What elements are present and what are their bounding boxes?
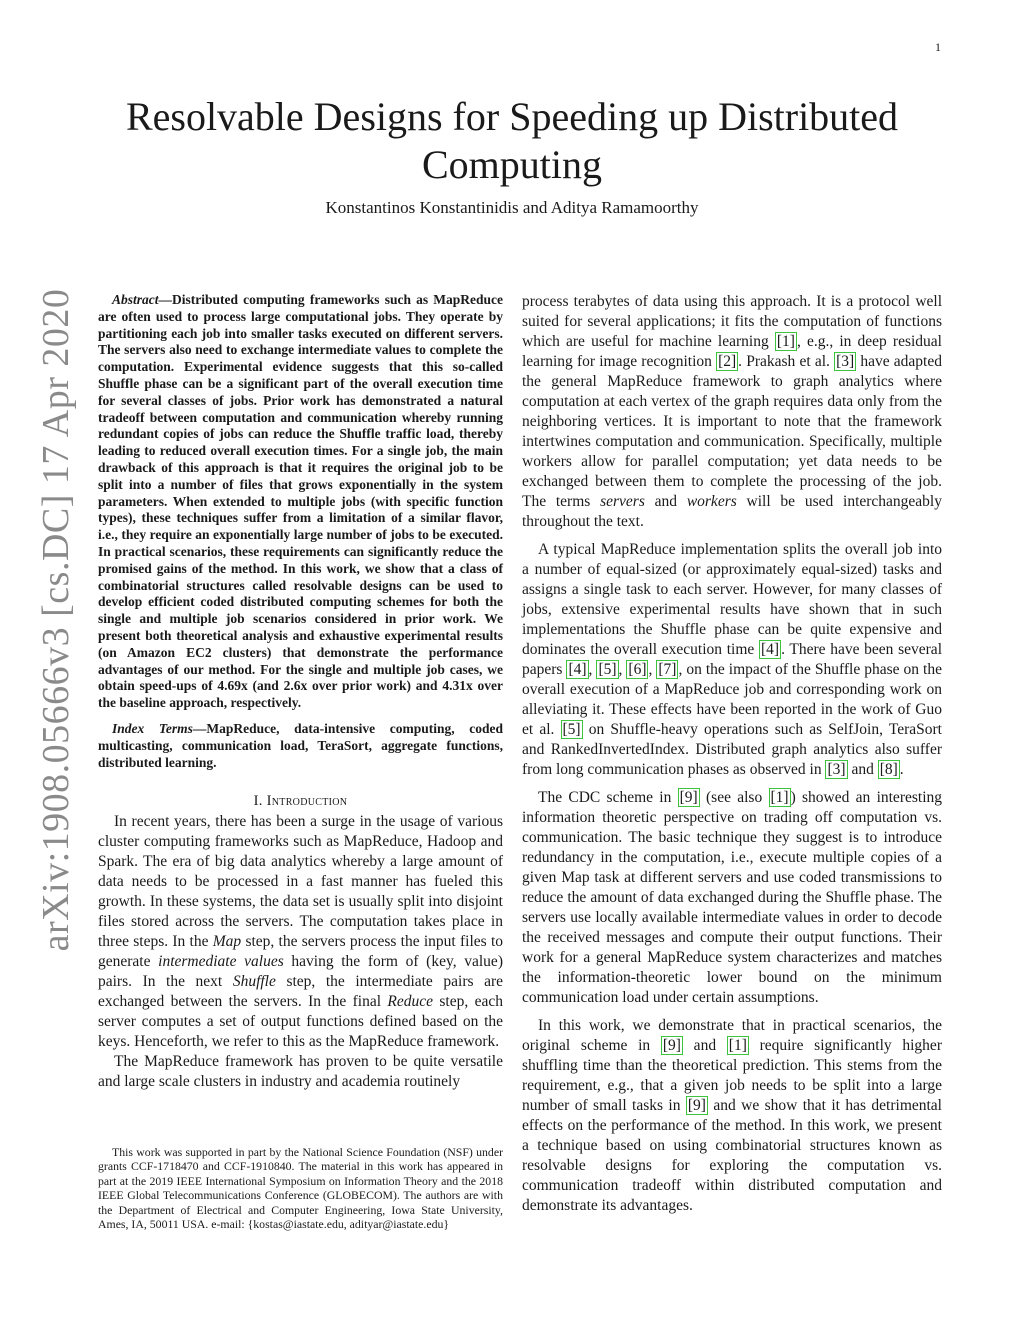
citation-link[interactable]: [7] <box>658 661 677 678</box>
abstract <box>98 292 503 712</box>
citation-link[interactable]: [4] <box>760 641 780 658</box>
section-heading <box>98 793 503 810</box>
citation-link[interactable]: [1] <box>770 789 789 806</box>
citation-link[interactable]: [9] <box>679 789 698 806</box>
citation-link[interactable]: [9] <box>687 1097 706 1114</box>
section-title: Introduction <box>266 793 348 810</box>
intro-paragraph-3: process terabytes of data using this approach. It is a protocol well suited for several applications; it fits the computation of functions which are useful for machine learning [1] , e.g., in deep residual learning for image recognition [2] . Prakash et al. [3] have adapted the general MapReduce framework to graph analytics where computation at each vertex of the graph requires data only from the neighboring vertices. It is important to note that the framework intertwines computation and communication. Specifically, multiple workers allow for parallel computation; yet data needs to be exchanged between them to complete the processing of the job. The terms servers and workers will be used interchangeably throughout the text. <box>522 293 942 530</box>
paper-authors: Konstantinos Konstantinidis and Aditya Ramamoorthy <box>325 198 699 217</box>
citation-link[interactable]: [4] <box>568 661 587 678</box>
arxiv-identifier[interactable]: arXiv:1908.05666v3 [cs.DC] 17 Apr 2020 <box>35 288 77 952</box>
intro-paragraph-1: In recent years, there has been a surge in the usage of various cluster computing frameworks such as MapReduce, Hadoop and Spark. The era of big data analytics whereby a large amount of data needs to be processed in a fast manner has fueled this growth. In these systems, the data set is usually split into disjoint files stored across the servers. The computation takes place in three steps. In the Map step, the servers process the input files to generate intermediate values having the form of (key, value) pairs. In the next Shuffle step, the intermediate pairs are exchanged between the servers. In the final Reduce step, each server computes a set of output functions defined based on the keys. Henceforth, we refer to this as the MapReduce framework. <box>98 813 504 1051</box>
index-terms-lead: Index Terms <box>112 720 193 736</box>
citation-link[interactable]: [8] <box>879 761 898 778</box>
citation-link[interactable]: [1] <box>776 333 795 350</box>
left-column <box>98 292 503 1092</box>
citation-link[interactable]: [3] <box>827 761 846 778</box>
abstract-text: —Distributed computing frameworks such as MapReduce are often used to process large computational jobs. They operate by partitioning each job into smaller tasks executed on different servers. The servers also need to exchange intermediate values to complete the computation. Experimental evidence suggests that this so-called Shuffle phase can be a significant part of the overall execution time for several classes of jobs. Prior work has demonstrated a natural tradeoff between computation and communication whereby running redundant copies of jobs can reduce the Shuffle traffic load, thereby leading to reduced overall execution times. For a single job, the main drawback of this approach is that it requires the original job to be split into a number of files that grows exponentially in the system parameters. When extended to multiple jobs (with specific function types), these techniques suffer from a limitation of a similar flavor, i.e., they require an exponentially large number of jobs to be executed. In practical scenarios, these requirements can significantly reduce the promised gains of the method. In this work, we show that a class of combinatorial structures called resolvable designs can be used to develop efficient coded distributed computing schemes for both the single and multiple job scenarios considered in prior work. We present both theoretical analysis and exhaustive experimental results (on Amazon EC2 clusters) that demonstrate the performance advantages of our method. For the single and multiple job cases, we obtain speed-ups of 4.69x (and 2.6x over prior work) and 4.31x over the baseline approach, respectively. <box>98 292 503 711</box>
citation-link[interactable]: [9] <box>662 1037 681 1054</box>
citation-link[interactable]: [6] <box>628 661 647 678</box>
section-number: I. <box>253 793 267 810</box>
intro-paragraph-4: A typical MapReduce implementation splits the overall job into a number of equal-sized (or approximately equal-sized) tasks and assigns a single task to each server. However, for many classes of jobs, extensive experimental results have shown that in such implementations the Shuffle phase can be quite expensive and dominates the overall execution time [4] . There have been several papers [4] , [5] , [6] , [7] , on the impact of the Shuffle phase on the overall execution of a MapReduce job and corresponding work on alleviating it. These effects have been reported in the work of Guo et al. [5] on Shuffle-heavy operations such as SelfJoin, TeraSort and RankedInvertedIndex. Distributed graph analytics also suffer from long communication phases as observed in [3] and [8] . <box>522 541 942 778</box>
page-number: 1 <box>935 40 941 54</box>
index-terms <box>98 721 503 771</box>
right-column <box>522 292 942 1224</box>
index-terms-text: —MapReduce, data-intensive computing, coded multicasting, communication load, TeraSort, aggregate functions, distributed learning. <box>98 720 504 770</box>
citation-link[interactable]: [5] <box>562 721 581 738</box>
intro-paragraph-6: In this work, we demonstrate that in practical scenarios, the original scheme in [9] and [1] require significantly higher shuffling time than the theoretical prediction. This stems from the requirement, e.g., that a given job needs to be split into a large number of small tasks in [9] and we show that it has detrimental effects on the performance of the method. In this work, we present a technique based on using combinatorial structures known as resolvable designs for exploring the computation vs. communication tradeoff within distributed computation and demonstrate its advantages. <box>522 1017 942 1214</box>
intro-paragraph-5: The CDC scheme in [9] (see also [1] ) showed an interesting information theoretic perspective on trading off computation vs. communication. The basic technique they suggest is to introduce redundancy in the computation, i.e., execute multiple copies of a given Map task at different servers and use coded transmissions to reduce the amount of data exchanged during the Shuffle phase. The servers use locally available intermediate values in order to decode the received messages and compute their output functions. Their work for a general MapReduce system characterizes and matches the information-theoretic lower bound on the minimum communication load under certain assumptions. <box>522 789 943 1006</box>
footnote: This work was supported in part by the National Science Foundation (NSF) under grants CCF-1718470 and CCF-1910840. The material in this work has appeared in part at the 2019 IEEE International Symposium on Information Theory and the 2018 IEEE Global Telecommunications Conference (GLOBECOM). The authors are with the Department of Electrical and Computer Engineering, Iowa State University, Ames, IA, 50011 USA. e-mail: {kostas@iastate.edu, adityar@iastate.edu} <box>98 1145 503 1232</box>
abstract-lead: Abstract <box>112 292 159 307</box>
citation-link[interactable]: [1] <box>728 1037 747 1054</box>
citation-link[interactable]: [2] <box>718 353 737 370</box>
citation-link[interactable]: [5] <box>598 661 617 678</box>
citation-link[interactable]: [3] <box>836 353 855 370</box>
paper-title: Resolvable Designs for Speeding up Distributed Computing <box>125 94 899 187</box>
intro-paragraph-2: The MapReduce framework has proven to be quite versatile and large scale clusters in industry and academia routinely <box>98 1053 503 1091</box>
